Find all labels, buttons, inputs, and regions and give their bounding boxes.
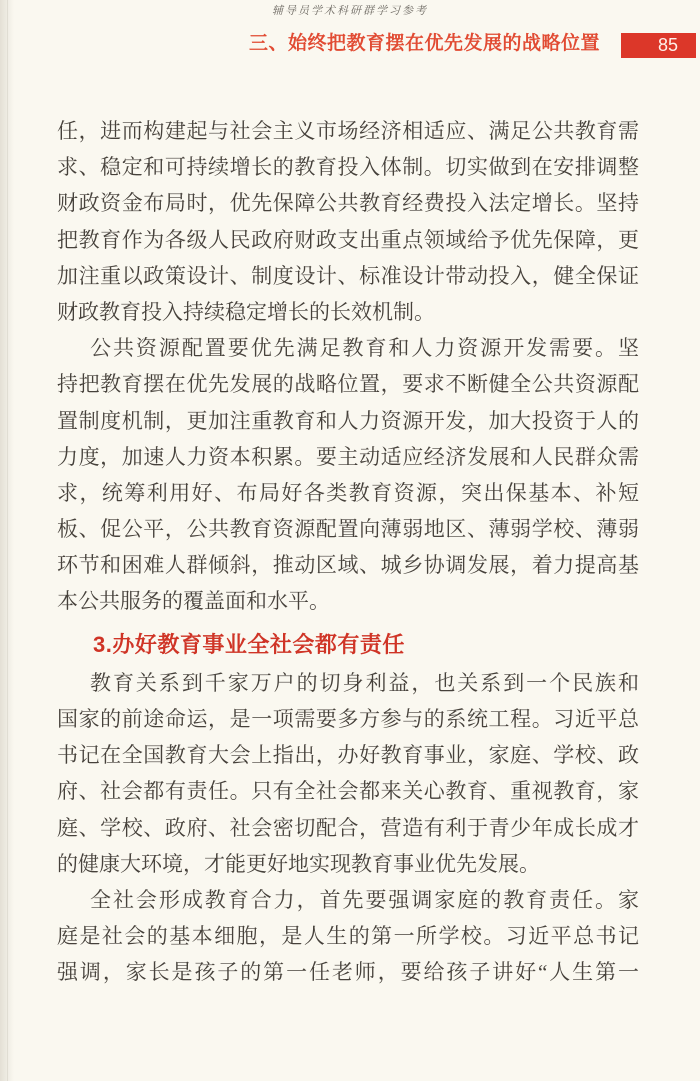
text-line: 板、促公平，公共教育资源配置向薄弱地区、薄弱学校、薄弱 bbox=[57, 517, 639, 542]
text-line: 全社会形成教育合力，首先要强调家庭的教育责任。家 bbox=[90, 887, 639, 912]
text-line: 财政教育投入持续稳定增长的长效机制。 bbox=[57, 299, 435, 324]
text-block bbox=[57, 113, 639, 991]
text-line: 教育关系到千家万户的切身利益，也关系到一个民族和 bbox=[90, 670, 639, 695]
paragraph bbox=[57, 330, 639, 620]
text-line: 庭、学校、政府、社会密切配合，营造有利于青少年成长成才 bbox=[57, 815, 639, 840]
paragraph bbox=[57, 882, 639, 991]
text-line: 加注重以政策设计、制度设计、标准设计带动投入，健全保证 bbox=[57, 263, 639, 288]
text-line: 持把教育摆在优先发展的战略位置，要求不断健全公共资源配 bbox=[57, 372, 639, 397]
text-line: 任，进而构建起与社会主义市场经济相适应、满足公共教育需 bbox=[57, 119, 639, 143]
page-edge-line bbox=[7, 0, 8, 1081]
text-line: 本公共服务的覆盖面和水平。 bbox=[57, 589, 330, 614]
paragraph bbox=[57, 665, 639, 882]
text-line: 力度，加速人力资本积累。要主动适应经济发展和人民群众需 bbox=[57, 444, 639, 469]
text-line: 国家的前途命运，是一项需要多方参与的系统工程。习近平总 bbox=[57, 707, 639, 731]
text-line: 书记在全国教育大会上指出，办好教育事业，家庭、学校、政 bbox=[57, 743, 639, 768]
text-line: 公共资源配置要优先满足教育和人力资源开发需要。坚 bbox=[90, 336, 639, 361]
watermark-text: 辅导员学术科研群学习参考 bbox=[272, 4, 428, 17]
text-line: 求、稳定和可持续增长的教育投入体制。切实做到在安排调整 bbox=[57, 155, 639, 180]
text-line: 府、社会都有责任。只有全社会都来关心教育、重视教育，家 bbox=[57, 779, 639, 804]
paragraph bbox=[57, 113, 639, 330]
text-line: 环节和困难人群倾斜，推动区域、城乡协调发展，着力提高基 bbox=[57, 553, 639, 578]
text-line: 强调，家长是孩子的第一任老师，要给孩子讲好“人生第一 bbox=[57, 960, 639, 985]
text-line: 把教育作为各级人民政府财政支出重点领域给予优先保障，更 bbox=[57, 227, 639, 252]
text-line: 的健康大环境，才能更好地实现教育事业优先发展。 bbox=[57, 851, 540, 876]
text-line: 庭是社会的基本细胞，是人生的第一所学校。习近平总书记 bbox=[57, 924, 639, 949]
section-heading: 3.办好教育事业全社会都有责任 bbox=[93, 631, 405, 657]
page-number-badge bbox=[621, 33, 696, 58]
text-line: 求，统筹利用好、布局好各类教育资源，突出保基本、补短 bbox=[57, 480, 639, 505]
chapter-header-title: 三、始终把教育摆在优先发展的战略位置 bbox=[248, 33, 600, 54]
text-line: 置制度机制，更加注重教育和人力资源开发，加大投资于人的 bbox=[57, 408, 639, 433]
page-edge-shadow bbox=[0, 0, 14, 1081]
page-number: 85 bbox=[657, 35, 678, 55]
text-line: 财政资金布局时，优先保障公共教育经费投入法定增长。坚持 bbox=[57, 191, 639, 216]
